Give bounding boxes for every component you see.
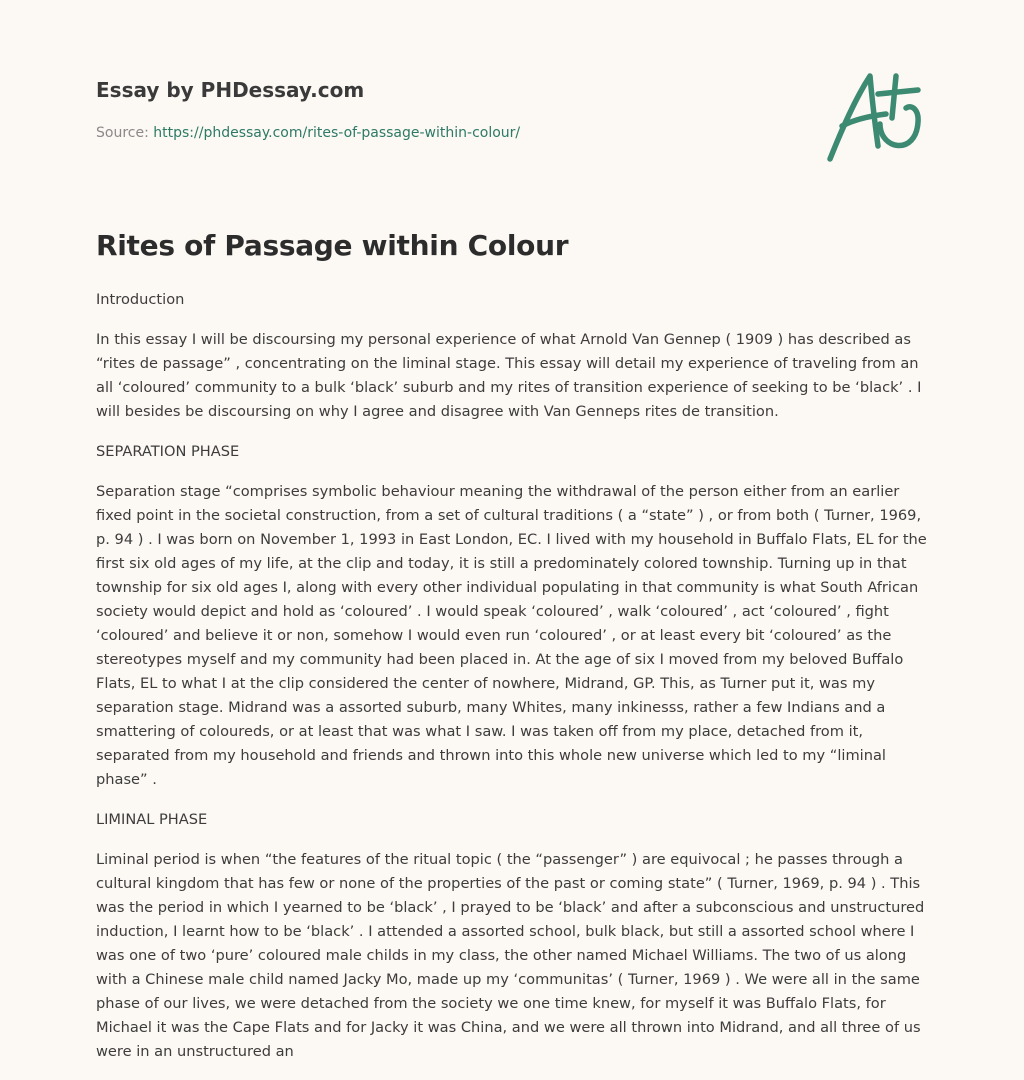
source-label: Source: — [96, 125, 154, 141]
essay-paragraph: Separation stage “comprises symbolic behaviour meaning the withdrawal of the person either from an earlier fixed point in the societal construction, from a set of cultural traditions ( a “state” ) , or from both ( Turner, 1969, p. 94 ) . I was born on November 1, 1993 in East London, EC. I lived with my household in Buffalo Flats, EL for the first six old ages of my life, at the clip and today, it is still a predominately colored township. Turning up in that township for six old ages I, along with every other individual populating in that community is what South African society would depict and hold as ‘coloured’ . I would speak ‘coloured’ , walk ‘coloured’ , act ‘coloured’ , fight ‘coloured’ and believe it or non, somehow I would even run ‘coloured’ , or at least every bit ‘coloured’ as the stereotypes myself and my community had been placed in. At the age of six I moved from my beloved Buffalo Flats, EL to what I at the clip considered the center of nowhere, Midrand, GP. This, as Turner put it, was my separation stage. Midrand was a assorted suburb, many Whites, many inkinesss, rather a few Indians and a smattering of coloureds, or at least that was what I saw. I was taken off from my place, detached from it, separated from my household and friends and thrown into this whole new universe which led to my “liminal phase” . — [96, 483, 927, 788]
essay-heading-separation: SEPARATION PHASE — [96, 443, 240, 460]
essay-paragraph: In this essay I will be discoursing my personal experience of what Arnold Van Gennep ( 1909 ) has described as “rites de passage” , concentrating on the liminal stage. This essay will detail my experience of traveling from an all ‘coloured’ community to a bulk ‘black’ suburb and my rites of transition experience of seeking to be ‘black’ . I will besides be discoursing on why I agree and disagree with Van Genneps rites de transition. — [96, 331, 922, 420]
essay-content — [96, 226, 936, 1080]
a-plus-icon — [820, 64, 930, 164]
essay-heading-liminal: LIMINAL PHASE — [96, 811, 208, 828]
source-link[interactable]: https://phdessay.com/rites-of-passage-within-colour/ — [153, 125, 521, 141]
source-line — [96, 123, 796, 143]
essay-heading-introduction: Introduction — [96, 291, 185, 308]
essay-title: Rites of Passage within Colour — [96, 229, 569, 262]
page-header — [96, 76, 796, 143]
essay-paragraph: Liminal period is when “the features of the ritual topic ( the “passenger” ) are equivocal ; he passes through a cultural kingdom that has few or none of the properties of the past or coming state” ( Turner, 1969, p. 94 ) . This was the period in which I yearned to be ‘black’ , I prayed to be ‘black’ and after a subconscious and unstructured induction, I learnt how to be ‘black’ . I attended a assorted school, bulk black, but still a assorted school where I was one of two ‘pure’ coloured male childs in my class, the other named Michael Williams. The two of us along with a Chinese male child named Jacky Mo, made up my ‘communitas’ ( Turner, 1969 ) . We were all in the same phase of our lives, we were detached from the society we one time knew, for myself it was Buffalo Flats, for Michael it was the Cape Flats and for Jacky it was China, and we were all thrown into Midrand, and all three of us were in an unstructured an — [96, 851, 925, 1060]
site-title: Essay by PHDessay.com — [96, 78, 365, 102]
